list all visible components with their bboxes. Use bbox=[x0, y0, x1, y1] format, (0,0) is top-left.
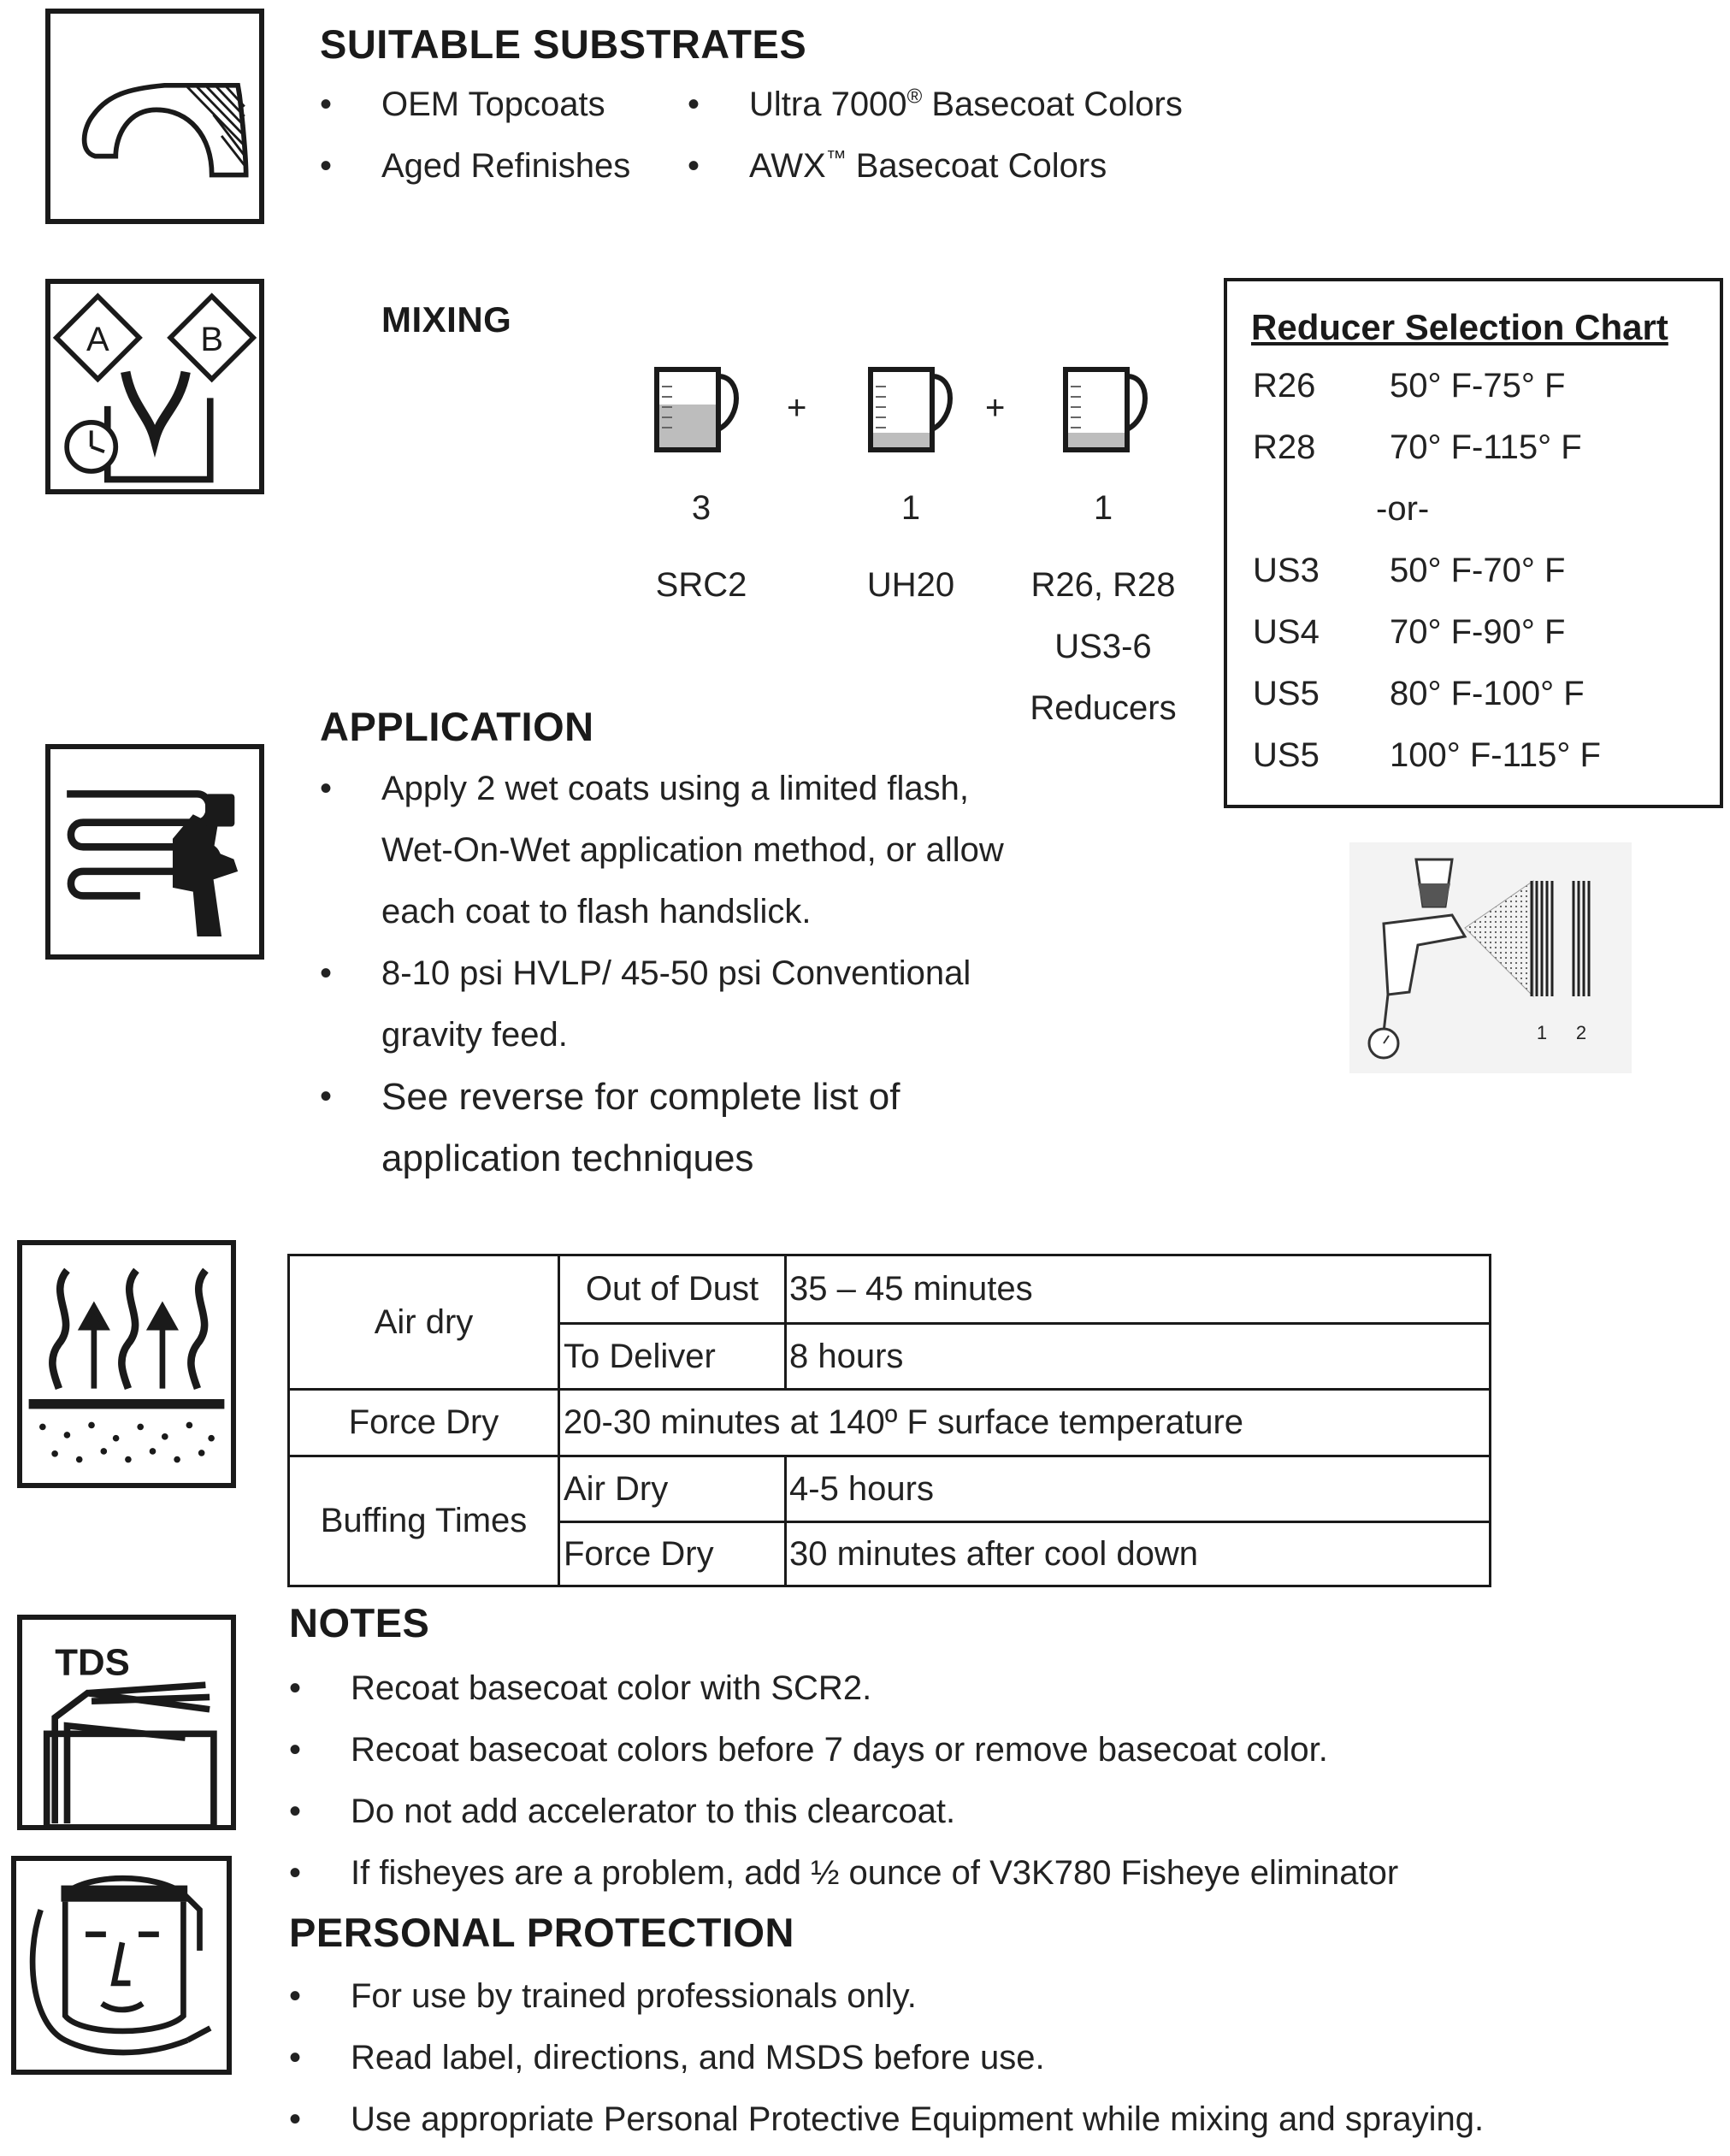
cup-fill-level bbox=[1068, 433, 1125, 447]
application-item-3-line-1: See reverse for complete list of bbox=[381, 1076, 900, 1118]
application-item-1-line-2: Wet-On-Wet application method, or allow bbox=[381, 831, 1004, 869]
mix-component-3-line-1: R26, R28 bbox=[1030, 566, 1176, 604]
reducer-code: US5 bbox=[1253, 675, 1320, 712]
drying-heat-icon bbox=[17, 1240, 236, 1488]
spray-gun-icon bbox=[45, 744, 264, 960]
protection-item-2: Read label, directions, and MSDS before use. bbox=[351, 2039, 1045, 2076]
measuring-cup-icon bbox=[1059, 357, 1153, 453]
mix-component-3-line-3: Reducers bbox=[1030, 689, 1177, 727]
application-item-2-line-2: gravity feed. bbox=[381, 1016, 568, 1054]
application-item-2-line-1: 8-10 psi HVLP/ 45-50 psi Conventional bbox=[381, 954, 971, 992]
buffing-force-dry-label: Force Dry bbox=[564, 1534, 714, 1573]
protection-bullet: • bbox=[289, 1977, 302, 2015]
protection-item-3: Use appropriate Personal Protective Equipment while mixing and spraying. bbox=[351, 2100, 1485, 2138]
protection-bullet: • bbox=[289, 2100, 302, 2138]
cup-fill-level bbox=[873, 433, 930, 447]
notes-item-3: Do not add accelerator to this clearcoat. bbox=[351, 1793, 956, 1830]
spray-panel-label-2: 2 bbox=[1575, 1022, 1587, 1043]
mix-component-2: UH20 bbox=[866, 566, 955, 604]
buffing-air-dry-label: Air Dry bbox=[564, 1469, 669, 1508]
notes-bullet: • bbox=[289, 1669, 302, 1707]
force-dry-label: Force Dry bbox=[348, 1403, 499, 1441]
mix-plus-sign: + bbox=[787, 389, 807, 427]
measuring-cup-icon bbox=[864, 357, 958, 453]
reducer-range: 70° F-115° F bbox=[1390, 428, 1582, 466]
reducer-code: R26 bbox=[1253, 367, 1316, 405]
notes-bullet: • bbox=[289, 1854, 302, 1892]
application-bullet: • bbox=[320, 770, 333, 807]
mix-plus-sign: + bbox=[985, 389, 1006, 427]
reducer-range: 70° F-90° F bbox=[1390, 613, 1566, 651]
application-item-1-line-1: Apply 2 wet coats using a limited flash, bbox=[381, 770, 970, 807]
mix-component-1: SRC2 bbox=[655, 566, 747, 604]
tds-book-icon bbox=[17, 1615, 236, 1830]
substrate-bullet: • bbox=[688, 147, 700, 185]
spray-overlap-diagram bbox=[1349, 842, 1632, 1073]
protection-item-1: For use by trained professionals only. bbox=[351, 1977, 917, 2015]
substrate-item-awx-suffix: Basecoat Colors bbox=[846, 147, 1107, 185]
reducer-or-label: -or- bbox=[1376, 490, 1430, 528]
protection-heading: PERSONAL PROTECTION bbox=[289, 1910, 794, 1955]
registered-mark: ® bbox=[906, 85, 923, 109]
out-of-dust-label: Out of Dust bbox=[585, 1270, 759, 1308]
substrate-item-aged: Aged Refinishes bbox=[381, 147, 631, 185]
application-bullet: • bbox=[320, 954, 333, 992]
reducer-range: 50° F-75° F bbox=[1390, 367, 1566, 405]
measuring-cup-icon bbox=[650, 357, 744, 453]
application-item-1-line-3: each coat to flash handslick. bbox=[381, 893, 812, 930]
notes-item-2: Recoat basecoat colors before 7 days or remove basecoat color. bbox=[351, 1731, 1328, 1769]
reducer-code: US4 bbox=[1253, 613, 1320, 651]
mix-label-b: B bbox=[200, 321, 224, 359]
mix-ratio-1: 3 bbox=[691, 489, 711, 527]
car-fender-icon bbox=[45, 9, 264, 224]
buffing-air-dry-value: 4-5 hours bbox=[789, 1469, 934, 1508]
mix-ratio-2: 1 bbox=[900, 489, 921, 527]
application-bullet: • bbox=[320, 1078, 333, 1115]
buffing-times-label: Buffing Times bbox=[320, 1502, 528, 1539]
substrate-item-awx-name: AWX bbox=[749, 147, 826, 185]
notes-bullet: • bbox=[289, 1731, 302, 1769]
substrate-item-oem: OEM Topcoats bbox=[381, 86, 605, 123]
substrate-bullet: • bbox=[320, 147, 333, 185]
application-item-3-line-2: application techniques bbox=[381, 1137, 754, 1179]
face-shield-icon bbox=[11, 1856, 232, 2075]
reducer-selection-chart bbox=[1224, 278, 1723, 808]
reducer-code: R28 bbox=[1253, 428, 1316, 466]
mixing-ab-icon bbox=[45, 279, 264, 494]
notes-item-4: If fisheyes are a problem, add ½ ounce of V3K780 Fisheye eliminator bbox=[351, 1854, 1399, 1892]
tds-label: TDS bbox=[55, 1641, 130, 1684]
buffing-force-dry-value: 30 minutes after cool down bbox=[789, 1534, 1199, 1573]
drying-times-table bbox=[287, 1254, 1491, 1587]
substrate-item-ultra-name: Ultra 7000 bbox=[749, 86, 907, 123]
substrate-bullet: • bbox=[320, 86, 333, 123]
substrates-heading: SUITABLE SUBSTRATES bbox=[320, 21, 807, 67]
to-deliver-value: 8 hours bbox=[789, 1337, 904, 1375]
notes-bullet: • bbox=[289, 1793, 302, 1830]
mix-label-a: A bbox=[86, 321, 109, 359]
substrate-bullet: • bbox=[688, 86, 700, 123]
reducer-chart-title: Reducer Selection Chart bbox=[1251, 307, 1668, 347]
reducer-range: 80° F-100° F bbox=[1390, 675, 1585, 712]
trademark-mark: ™ bbox=[825, 146, 847, 170]
mix-component-3-line-2: US3-6 bbox=[1054, 628, 1152, 665]
reducer-code: US3 bbox=[1253, 552, 1320, 589]
force-dry-value: 20-30 minutes at 140º F surface temperature bbox=[564, 1403, 1244, 1441]
air-dry-label: Air dry bbox=[374, 1302, 474, 1341]
substrate-item-ultra bbox=[749, 86, 1183, 124]
cup-fill-level bbox=[659, 405, 716, 447]
out-of-dust-value: 35 – 45 minutes bbox=[789, 1270, 1033, 1308]
mix-ratio-3: 1 bbox=[1093, 489, 1113, 527]
notes-heading: NOTES bbox=[289, 1600, 430, 1645]
application-heading: APPLICATION bbox=[320, 704, 594, 749]
substrate-item-ultra-suffix: Basecoat Colors bbox=[922, 86, 1183, 123]
protection-bullet: • bbox=[289, 2039, 302, 2076]
mixing-heading: MIXING bbox=[381, 299, 512, 340]
spray-panel-label-1: 1 bbox=[1536, 1022, 1548, 1043]
reducer-range: 100° F-115° F bbox=[1390, 736, 1601, 774]
to-deliver-label: To Deliver bbox=[564, 1337, 716, 1375]
substrate-item-awx bbox=[749, 147, 1107, 186]
reducer-range: 50° F-70° F bbox=[1390, 552, 1566, 589]
notes-item-1: Recoat basecoat color with SCR2. bbox=[351, 1669, 872, 1707]
reducer-code: US5 bbox=[1253, 736, 1320, 774]
